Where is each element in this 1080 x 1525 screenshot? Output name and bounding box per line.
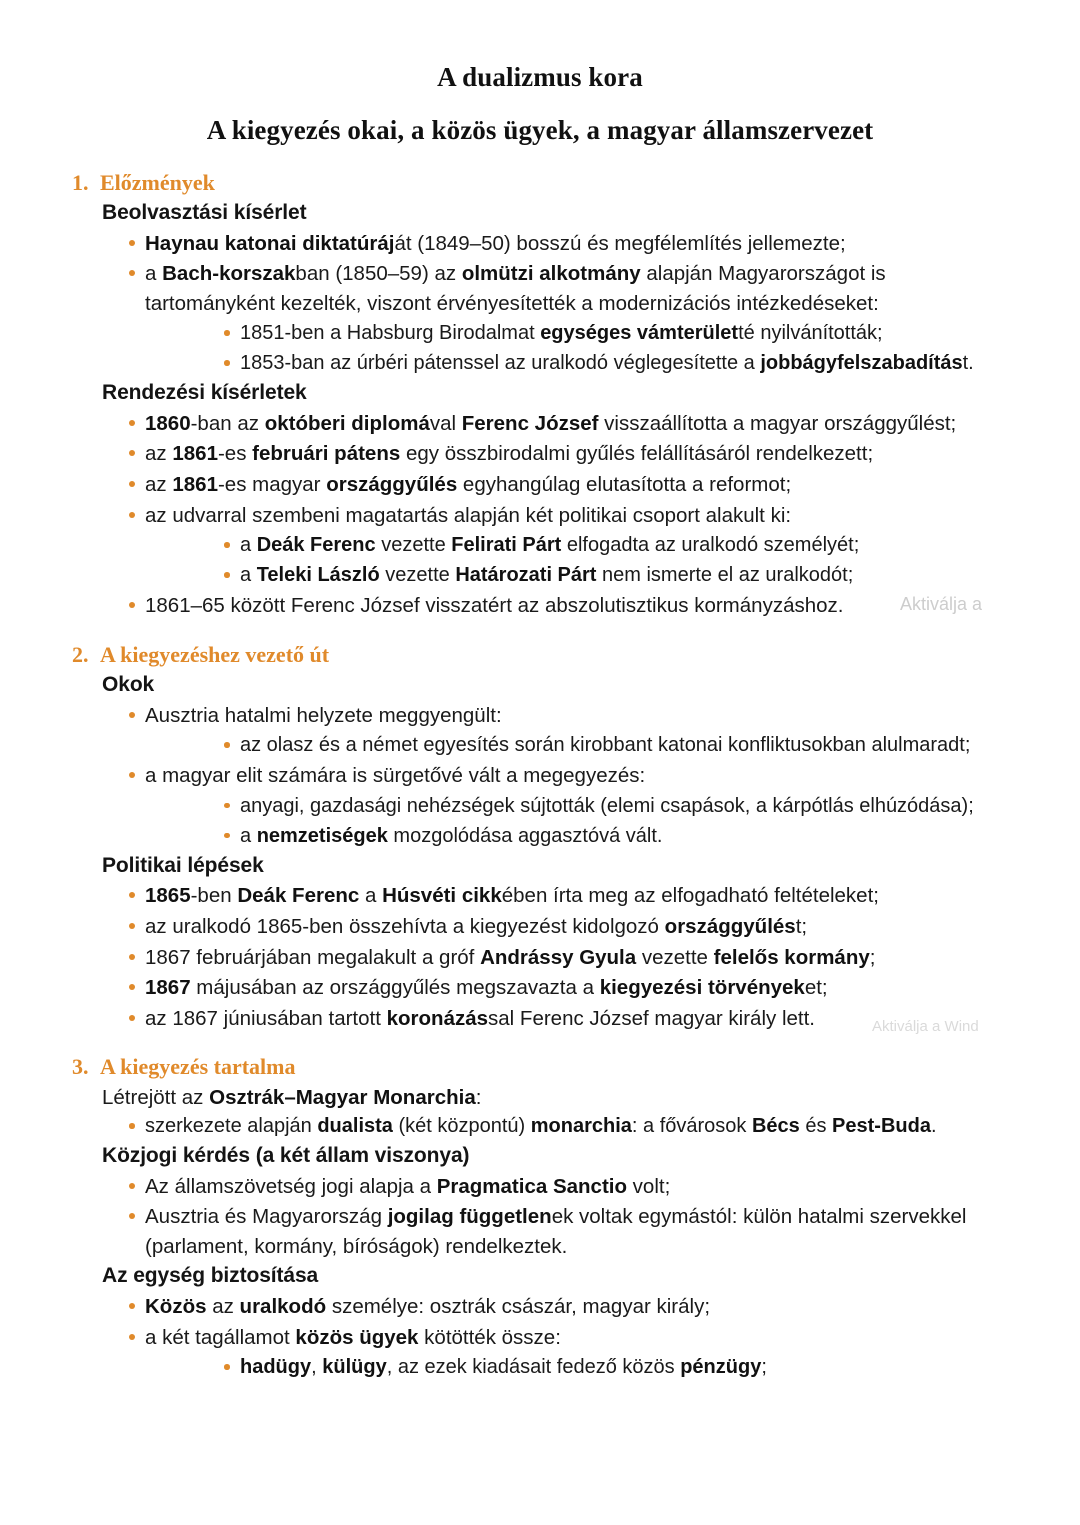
subheading-rendezesi-kiserletek: Rendezési kísérletek (102, 380, 307, 404)
bold-text: Bach-korszak (162, 262, 296, 286)
bullet-sublist-ausztria (145, 731, 980, 759)
bold-text: hadügy (240, 1356, 312, 1379)
text: szerkezete alapján (145, 1115, 318, 1138)
section-number-3: 3. (72, 1054, 89, 1079)
text: nem ismerte el az uralkodót; (596, 564, 854, 586)
text: -es (217, 442, 253, 466)
bullet-sublist-kozos-ugyek (145, 1353, 980, 1381)
document-body (72, 168, 983, 1383)
bold-text: országgyűlés (326, 472, 458, 496)
text: a (359, 884, 383, 908)
bullet-list-egyseg (72, 1292, 980, 1382)
text: elfogadta az uralkodó személyét; (561, 534, 860, 557)
text: . (930, 1115, 937, 1138)
text: a (240, 824, 257, 847)
bold-text: Teleki László (256, 564, 380, 586)
bold-text: felelős kormány (713, 945, 870, 969)
text: volt; (626, 1174, 671, 1198)
text: át (1849–50) bosszú és megfélemlítés jellemezte; (394, 231, 846, 255)
subheading-egyseg-biztositasa: Az egység biztosítása (102, 1264, 319, 1288)
list-item (128, 229, 980, 258)
list-item (128, 761, 980, 850)
bold-text: koronázás (386, 1006, 489, 1030)
bold-text: Közös (145, 1294, 207, 1318)
bold-text: egységes vámterület (540, 322, 739, 345)
lead-line-monarchia (72, 1083, 980, 1112)
text: az 1867 júniusában tartott (145, 1006, 387, 1030)
list-item (128, 912, 980, 941)
list-item (128, 701, 980, 760)
list-item (128, 881, 980, 910)
text: egyhangúlag elutasította a reformot; (457, 472, 792, 496)
text: kötötték össze: (418, 1325, 561, 1349)
text: a két tagállamot (145, 1325, 296, 1349)
text: vezette (375, 534, 452, 557)
text: t; (795, 915, 808, 939)
section-title-3: A kiegyezés tartalma (100, 1054, 296, 1079)
bullet-list-beolvasztasi (72, 229, 980, 378)
text: vezette (379, 564, 456, 586)
section-title-2: A kiegyezéshez vezető út (100, 642, 330, 667)
bold-text: Határozati Párt (455, 564, 597, 586)
subheading-beolvasztasi-kiserlet: Beolvasztási kísérlet (102, 201, 307, 225)
bold-text: kiegyezési törvények (599, 976, 805, 1000)
text: 1851-ben a Habsburg Birodalmat (240, 322, 541, 345)
bullet-list-dualista (72, 1112, 980, 1140)
windows-activation-watermark-bottom: Aktiválja a Wind (872, 1018, 979, 1035)
list-item (128, 1292, 980, 1321)
list-item (128, 973, 980, 1002)
list-item (223, 792, 980, 820)
bold-text: közös ügyek (295, 1325, 419, 1349)
list-item (128, 470, 980, 499)
list-item (128, 1112, 980, 1140)
text: az udvarral szembeni magatartás alapján két politikai csoport alakult ki: (145, 503, 792, 527)
list-item (128, 1004, 980, 1033)
text: vezette (636, 945, 714, 969)
bullet-list-politikai-lepesek (72, 881, 980, 1033)
bold-text: jobbágyfelszabadítás (760, 352, 963, 375)
text: -ben (190, 884, 238, 908)
bullet-list-okok (72, 701, 980, 850)
list-item (128, 591, 983, 620)
text: : (475, 1086, 482, 1110)
text: Ausztria és Magyarország (145, 1205, 388, 1229)
bold-text: külügy (322, 1356, 387, 1379)
text: ban (1850–59) az (295, 262, 462, 286)
bold-text: 1865 (145, 884, 191, 908)
bullet-list-kozjogi (72, 1172, 980, 1261)
list-item (128, 409, 980, 438)
text: és (799, 1115, 833, 1138)
document-title-main: A dualizmus kora (437, 62, 643, 92)
text: anyagi, gazdasági nehézségek sújtották (elemi csapások, a kárpótlás elhúzódása); (240, 794, 974, 817)
bold-text: Ferenc József (461, 411, 599, 435)
text: alapján Magyarországot is tartományként kezelték, viszont érvényesítették a modernizációs intézkedéseket: (145, 262, 886, 315)
bold-text: 1867 (145, 976, 191, 1000)
bold-text: pénzügy (680, 1356, 762, 1379)
text: 1861–65 között Ferenc József visszatért az abszolutisztikus kormányzáshoz. (145, 593, 844, 617)
list-item (128, 1323, 980, 1382)
text: : a fővárosok (631, 1115, 752, 1138)
section-number-2: 2. (72, 642, 89, 667)
text: ében írta meg az elfogadható feltételeket; (501, 884, 879, 908)
text: az (145, 442, 173, 466)
bold-text: uralkodó (239, 1294, 327, 1318)
document-title-subtitle: A kiegyezés okai, a közös ügyek, a magyar államszervezet (206, 115, 874, 145)
text: az (145, 472, 173, 496)
text: a magyar elit számára is sürgetővé vált a megegyezés: (145, 764, 646, 788)
text: sal Ferenc József magyar király lett. (488, 1006, 816, 1030)
bold-text: Haynau katonai diktatúráj (145, 231, 395, 255)
bold-text: olmützi alkotmány (461, 262, 641, 286)
bold-text: 1861 (172, 442, 218, 466)
bold-text: nemzetiségek (256, 824, 388, 847)
bold-text: Húsvéti cikk (382, 884, 502, 908)
bold-text: Andrássy Gyula (480, 945, 637, 969)
text: t. (962, 352, 974, 375)
bold-text: monarchia (530, 1115, 632, 1138)
list-item (223, 531, 980, 559)
text: májusában az országgyűlés megszavazta a (190, 976, 600, 1000)
text: té nyilvánították; (738, 322, 883, 345)
text: a (240, 534, 257, 557)
section-heading-1 (72, 168, 980, 197)
text: val (429, 411, 462, 435)
list-item (223, 319, 980, 347)
bullet-list-rendezesi (72, 409, 983, 620)
bullet-sublist-modernizacio (145, 319, 980, 377)
subheading-okok: Okok (102, 673, 155, 697)
text: 1867 februárjában megalakult a gróf (145, 945, 481, 969)
bold-text: Deák Ferenc (256, 534, 376, 557)
bold-text: 1861 (172, 472, 218, 496)
text: egy összbirodalmi gyűlés felállításáról rendelkezett; (400, 442, 874, 466)
list-item (223, 1353, 980, 1381)
bullet-sublist-magyar-elit (145, 792, 980, 850)
text: az (206, 1294, 240, 1318)
text: , (311, 1356, 323, 1379)
text: (két központú) (392, 1115, 531, 1138)
text: -es magyar (217, 472, 327, 496)
bold-text: Pest-Buda (832, 1115, 931, 1138)
text: a (145, 262, 163, 286)
bold-text: Pragmatica Sanctio (436, 1174, 627, 1198)
list-item (223, 561, 980, 589)
bold-text: országgyűlés (664, 915, 796, 939)
bold-text: Deák Ferenc (237, 884, 360, 908)
text: -ban az (190, 411, 265, 435)
list-item (128, 1202, 980, 1260)
section-number-1: 1. (72, 170, 89, 195)
section-heading-2 (72, 640, 980, 669)
list-item (128, 259, 980, 377)
text: ek voltak egymástól: külön hatalmi szervekkel (parlament, kormány, bíróságok) rendelkeztek. (145, 1205, 967, 1258)
text: Ausztria hatalmi helyzete meggyengült: (145, 703, 502, 727)
bold-text: februári pátens (252, 442, 401, 466)
text: , az ezek kiadásait fedező közös (386, 1356, 681, 1379)
text: ; (869, 945, 876, 969)
list-item (128, 501, 980, 590)
text: Az államszövetség jogi alapja a (145, 1174, 437, 1198)
text: ; (761, 1356, 767, 1379)
text: az uralkodó 1865-ben összehívta a kiegyezést kidolgozó (145, 915, 665, 939)
bold-text: Felirati Párt (451, 534, 562, 557)
list-item (128, 943, 980, 972)
windows-activation-watermark-top: Aktiválja a (900, 594, 983, 614)
list-item (223, 349, 980, 377)
bold-text: Bécs (751, 1115, 800, 1138)
section-heading-3 (72, 1052, 980, 1081)
section-title-1: Előzmények (100, 170, 215, 195)
text: 1853-ban az úrbéri pátenssel az uralkodó véglegesítette a (240, 352, 761, 375)
list-item (223, 822, 980, 850)
subheading-kozjogi-kerdes: Közjogi kérdés (a két állam viszonya) (102, 1144, 470, 1168)
bold-text: októberi diplomá (264, 411, 430, 435)
subheading-politikai-lepesek: Politikai lépések (102, 853, 264, 877)
text: visszaállította a magyar országgyűlést; (598, 411, 957, 435)
text: az olasz és a német egyesítés során kirobbant katonai konfliktusokban alulmaradt; (240, 734, 971, 757)
bold-text: 1860 (145, 411, 191, 435)
text: mozgolódása aggasztóvá vált. (387, 824, 663, 847)
text: a (240, 564, 257, 586)
text: Létrejött az (102, 1086, 210, 1110)
list-item (128, 439, 980, 468)
text: személye: osztrák császár, magyar király; (326, 1294, 711, 1318)
bold-text: dualista (317, 1115, 393, 1138)
list-item (223, 731, 980, 759)
bold-text: jogilag független (387, 1205, 552, 1229)
bullet-sublist-partok (145, 531, 980, 589)
bold-text: Osztrák–Magyar Monarchia (209, 1086, 476, 1110)
list-item (128, 1172, 980, 1201)
text: et; (804, 976, 828, 1000)
